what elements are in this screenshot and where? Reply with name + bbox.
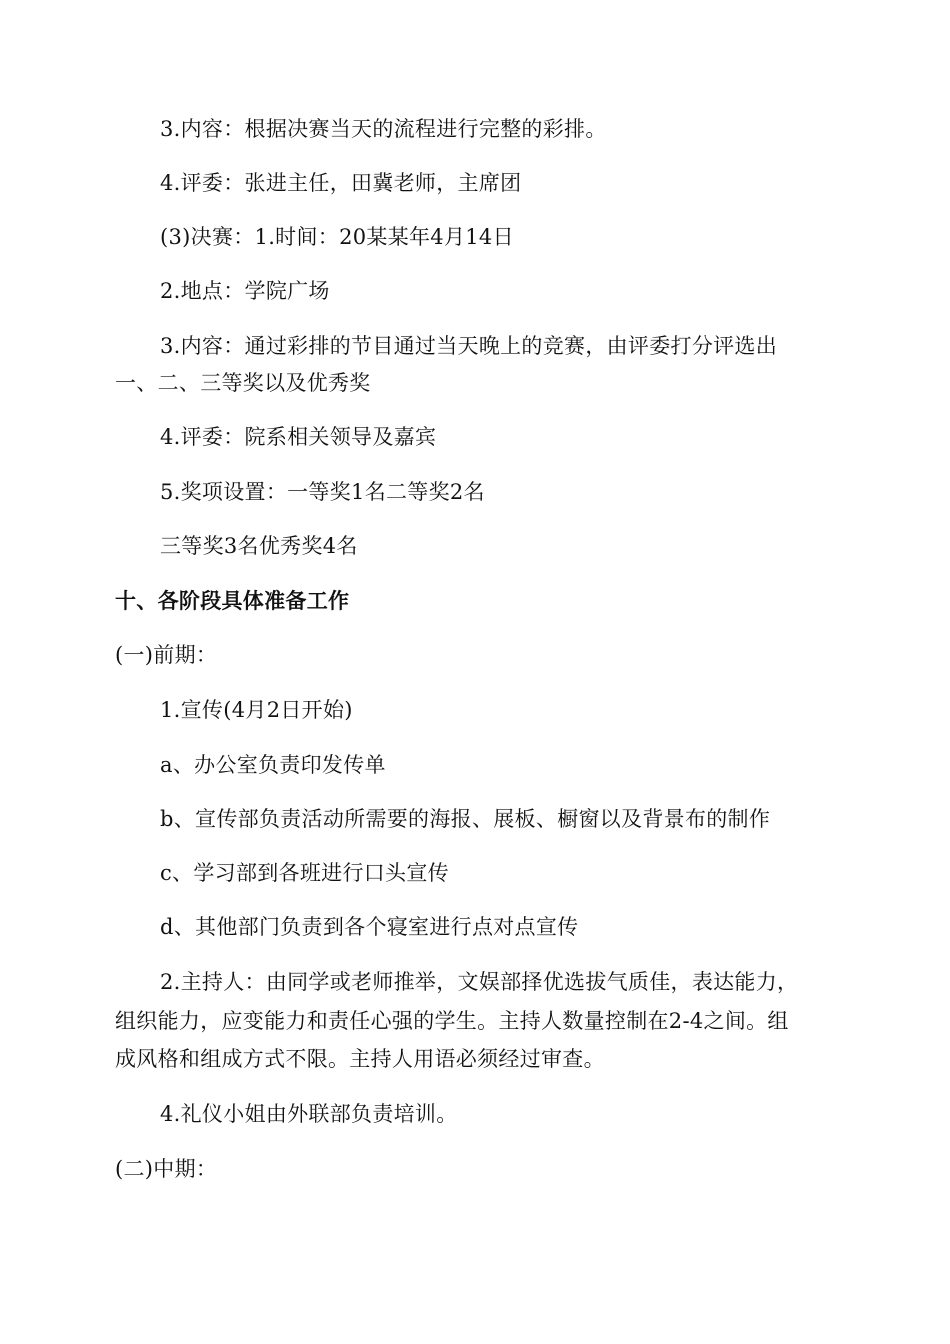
paragraph-host-2: 组织能力，应变能力和责任心强的学生。主持人数量控制在2-4之间。组: [115, 1009, 789, 1033]
paragraph-host-1: 2.主持人：由同学或老师推举，文娱部择优选拔气质佳，表达能力，: [160, 970, 799, 994]
paragraph-host-3: 成风格和组成方式不限。主持人用语必须经过审查。: [115, 1047, 605, 1071]
list-item-c: c、学习部到各班进行口头宣传: [160, 861, 449, 885]
paragraph-awards-2: 三等奖3名优秀奖4名: [160, 534, 358, 558]
paragraph-rehearsal-judges: 4.评委：张进主任，田冀老师，主席团: [160, 171, 522, 195]
list-item-b: b、宣传部负责活动所需要的海报、展板、橱窗以及背景布的制作: [160, 807, 771, 831]
paragraph-final-content: 3.内容：通过彩排的节目通过当天晚上的竞赛，由评委打分评选出: [160, 334, 778, 358]
section-heading: 十、各阶段具体准备工作: [115, 589, 350, 613]
subsection-middle: (二)中期：: [115, 1157, 218, 1181]
paragraph-awards-1: 5.奖项设置：一等奖1名二等奖2名: [160, 480, 485, 504]
paragraph-final-time: (3)决赛：1.时间：20某某年4月14日: [160, 225, 514, 249]
paragraph-publicity: 1.宣传(4月2日开始): [160, 698, 353, 722]
paragraph-rehearsal-content: 3.内容：根据决赛当天的流程进行完整的彩排。: [160, 117, 607, 141]
list-item-d: d、其他部门负责到各个寝室进行点对点宣传: [160, 915, 579, 939]
paragraph-etiquette: 4.礼仪小姐由外联部负责培训。: [160, 1102, 458, 1126]
paragraph-final-judges: 4.评委：院系相关领导及嘉宾: [160, 425, 437, 449]
subsection-early: (一)前期：: [115, 643, 218, 667]
list-item-a: a、办公室负责印发传单: [160, 753, 386, 777]
paragraph-final-content-cont: 一、二、三等奖以及优秀奖: [115, 371, 371, 395]
paragraph-final-location: 2.地点：学院广场: [160, 279, 330, 303]
